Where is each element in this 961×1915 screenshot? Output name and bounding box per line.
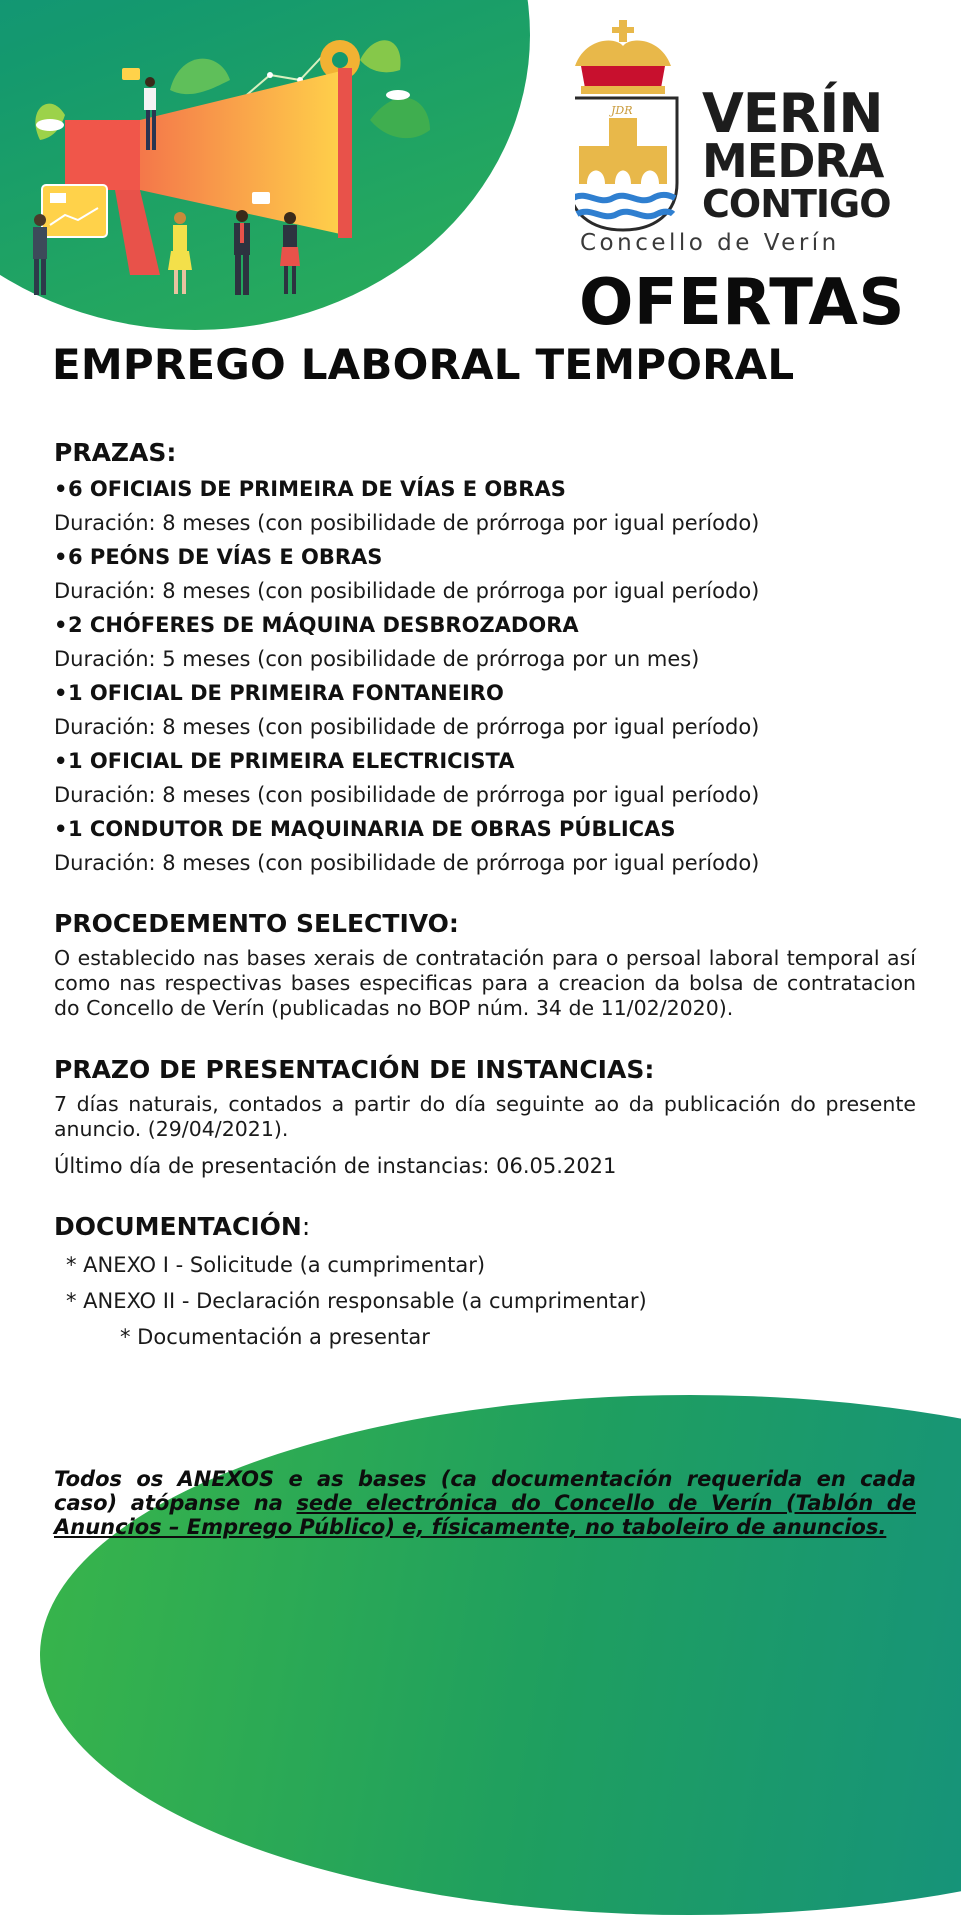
page-title: OFERTAS (578, 266, 905, 340)
cloud-icon (36, 119, 64, 131)
post-title: •6 OFICIAIS DE PRIMEIRA DE VÍAS E OBRAS (54, 477, 566, 501)
doc-item-documentacion: * Documentación a presentar (120, 1325, 430, 1349)
leaf-icon (170, 59, 230, 95)
megaphone-back (65, 120, 140, 190)
post-title: •1 OFICIAL DE PRIMEIRA FONTANEIRO (54, 681, 504, 705)
post-title: •1 CONDUTOR DE MAQUINARIA DE OBRAS PÚBLICAS (54, 817, 676, 841)
footer-note (54, 1467, 916, 1539)
chat-bubble-icon (122, 68, 140, 80)
post-duration: Duración: 8 meses (con posibilidade de prórroga por igual período) (54, 579, 760, 603)
main-content (54, 438, 916, 1349)
procedemento-heading: PROCEDEMENTO SELECTIVO: (54, 909, 459, 938)
prazo-text: 7 días naturais, contados a partir do día seguinte ao da publicación do presente anuncio. (29/04/2021). (54, 1092, 916, 1141)
bullet-icon: • (54, 613, 68, 637)
bullet-icon: • (54, 681, 68, 705)
page-subtitle: EMPREGO LABORAL TEMPORAL (52, 340, 795, 389)
post-title: •1 OFICIAL DE PRIMEIRA ELECTRICISTA (54, 749, 515, 773)
post-duration: Duración: 5 meses (con posibilidade de prórroga por un mes) (54, 647, 700, 671)
megaphone-handle (115, 190, 160, 275)
post-title: •2 CHÓFERES DE MÁQUINA DESBROZADORA (54, 613, 579, 637)
post-duration: Duración: 8 meses (con posibilidade de prórroga por igual período) (54, 851, 760, 875)
post-duration: Duración: 8 meses (con posibilidade de prórroga por igual período) (54, 511, 760, 535)
leaf-icon (370, 98, 430, 139)
bullet-icon: • (54, 545, 68, 569)
footer-text: Todos os ANEXOS e as bases (ca documentación requerida en cada caso) atópanse na (54, 1467, 916, 1515)
post-duration: Duración: 8 meses (con posibilidade de prórroga por igual período) (54, 783, 760, 807)
doc-item-anexo-1: * ANEXO I - Solicitude (a cumprimentar) (66, 1253, 486, 1277)
person-figure (168, 212, 192, 294)
prazo-heading: PRAZO DE PRESENTACIÓN DE INSTANCIAS: (54, 1055, 655, 1084)
sede-electronica-link[interactable]: sede electrónica do Concello de Verín (Tablón de Anuncios – Emprego Público) e, físicamente, no taboleiro de anuncios. (54, 1491, 916, 1539)
documentacion-heading: DOCUMENTACIÓN: (54, 1212, 311, 1241)
logo-line-contigo: CONTIGO (702, 182, 891, 226)
logo-subtitle: Concello de Verín (580, 230, 840, 256)
post-duration: Duración: 8 meses (con posibilidade de prórroga por igual período) (54, 715, 760, 739)
chart-card-icon (42, 185, 107, 237)
megaphone-rim (338, 68, 352, 238)
bullet-icon: • (54, 749, 68, 773)
megaphone-illustration (20, 20, 450, 320)
post-title: •6 PEÓNS DE VÍAS E OBRAS (54, 545, 383, 569)
logo-line-verin: VERÍN (702, 82, 883, 145)
bullet-icon: • (54, 817, 68, 841)
cloud-icon (386, 90, 410, 100)
post-list (54, 477, 916, 875)
bullet-icon: • (54, 477, 68, 501)
prazas-heading: PRAZAS: (54, 438, 177, 467)
crest-initials: JDR (611, 104, 633, 117)
person-figure (234, 210, 250, 295)
last-day-text: Último día de presentación de instancias: 06.05.2021 (54, 1154, 617, 1178)
doc-item-anexo-2: * ANEXO II - Declaración responsable (a cumprimentar) (66, 1289, 647, 1313)
chat-bubble-icon (252, 192, 270, 204)
procedemento-text: O establecido nas bases xerais de contratación para o persoal laboral temporal así como nas respectivas bases especificas para a creacion da bolsa de contratacion do Concello de Verín (publicadas no BOP núm. 34 de 11/02/2020). (54, 946, 916, 1020)
logo-line-medra: MEDRA (702, 134, 884, 188)
leaf-icon (360, 40, 401, 72)
